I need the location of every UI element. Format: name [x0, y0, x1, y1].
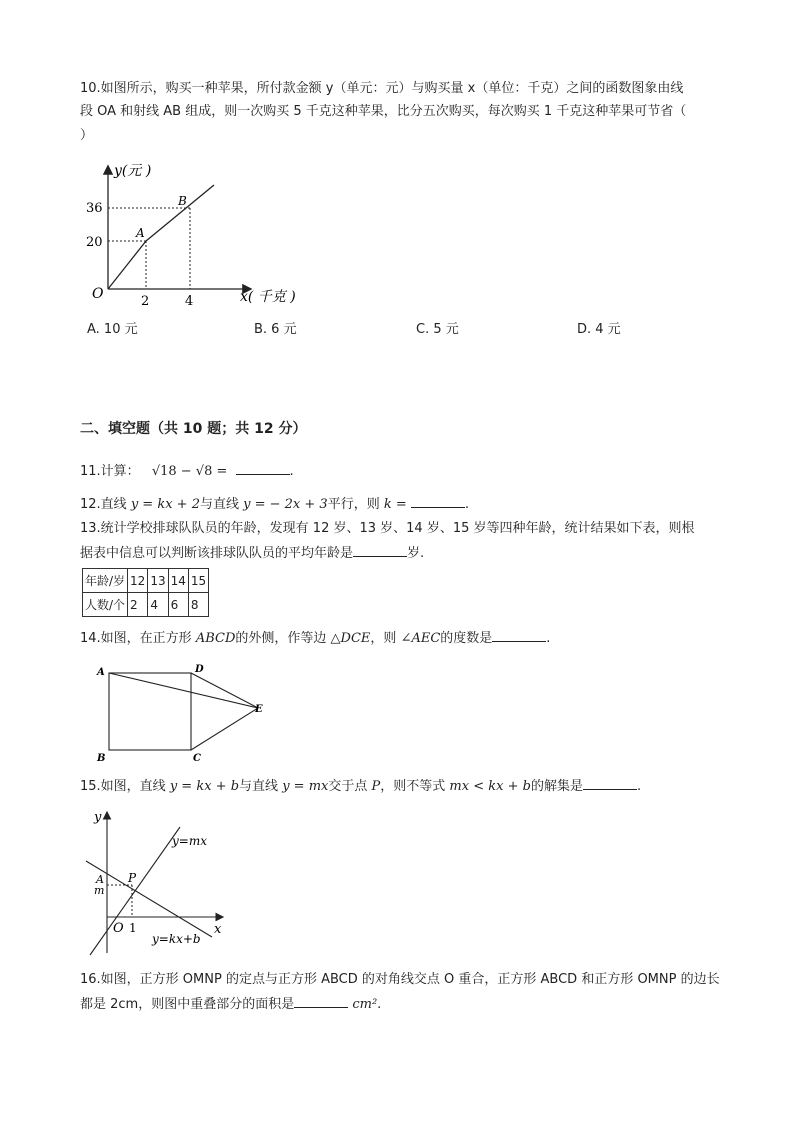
q14-label-c: C: [193, 753, 201, 764]
q12-eq2: y = − 2x + 3: [243, 497, 328, 512]
q10-point-b-label: B: [178, 194, 187, 208]
q10-option-a[interactable]: A. 10 元: [87, 322, 138, 337]
q15-origin-label: O: [113, 921, 124, 936]
q10-y-tick-36: 36: [86, 201, 103, 216]
q10-option-b[interactable]: B. 6 元: [254, 322, 297, 337]
table-cell: 14: [168, 569, 188, 593]
q11: [80, 463, 294, 479]
q10-x-tick-2: 2: [141, 294, 150, 309]
q12-mid: 与直线: [199, 497, 239, 512]
q14-triangle: △DCE: [330, 631, 371, 646]
q15-x-label: x: [214, 922, 222, 937]
q11-end: .: [289, 464, 294, 479]
q15-eq2: y = mx: [282, 779, 329, 794]
q10-x-label: x( 千克 ): [240, 289, 296, 305]
q14-square: ABCD: [195, 631, 236, 646]
q15: [80, 778, 641, 794]
q15-mid3: ，则不等式: [380, 779, 446, 794]
q15-mid: 与直线: [239, 779, 279, 794]
q12-end: .: [464, 497, 470, 512]
q10-y-label: y(元 ): [114, 163, 152, 179]
table-cell: 8: [188, 593, 208, 617]
q10-option-c[interactable]: C. 5 元: [416, 322, 459, 337]
q15-end: .: [636, 779, 642, 794]
table-row: [83, 593, 209, 617]
q15-eq1: y = kx + b: [169, 779, 240, 794]
q14-answer-blank[interactable]: [492, 630, 546, 642]
table-cell: 12: [128, 569, 148, 593]
q10-line1: 10.如图所示，购买一种苹果，所付款金额 y（单元：元）与购买量 x（单位：千克）之间的函数图象由线: [80, 81, 684, 96]
q14-label-a: A: [97, 667, 105, 678]
table-cell: 2: [128, 593, 148, 617]
q15-answer-blank[interactable]: [583, 778, 637, 790]
q10-origin-label: O: [92, 286, 104, 302]
q12-eq1: y = kx + 2: [130, 497, 200, 512]
q16-line2: [80, 996, 381, 1012]
q14-mid2: ，则: [370, 631, 397, 646]
q10-y-tick-20: 20: [86, 235, 103, 250]
table-cell: 4: [148, 593, 168, 617]
q14-side-de: [191, 673, 258, 708]
q12-answer-blank[interactable]: [411, 496, 465, 508]
q14-label-e: E: [255, 704, 263, 715]
q12-mid2: 平行，则: [327, 497, 380, 512]
q16-line1: 16.如图，正方形 OMNP 的定点与正方形 ABCD 的对角线交点 O 重合，正方形 ABCD 和正方形 OMNP 的边长: [80, 972, 720, 987]
q14-angle: ∠AEC: [400, 631, 441, 646]
q14-end-text: 的度数是: [440, 631, 493, 646]
q14-end: .: [546, 631, 551, 646]
q15-point: P: [371, 779, 381, 794]
q14: [80, 630, 550, 646]
q15-point-p-label: P: [128, 871, 137, 885]
table-head-age: 年龄/岁: [83, 569, 128, 593]
q15-point-a-label: A: [96, 873, 104, 886]
q14-prefix: 14.如图，在正方形: [80, 631, 192, 646]
q12: [80, 496, 469, 512]
q15-y-label: y: [94, 810, 102, 825]
q16-answer-blank[interactable]: [294, 996, 348, 1008]
table-row: [83, 569, 209, 593]
table-cell: 6: [168, 593, 188, 617]
q11-expression: √18 − √8 =: [151, 464, 228, 479]
q13-answer-blank[interactable]: [353, 545, 407, 557]
q10-x-tick-4: 4: [185, 294, 194, 309]
q10-graph: [80, 155, 320, 315]
q10-option-d[interactable]: D. 4 元: [577, 322, 621, 337]
q14-figure: [92, 660, 277, 770]
q15-line-kxb-label: y=kx+b: [152, 932, 201, 946]
q11-prefix: 11.计算：: [80, 464, 140, 479]
table-head-count: 人数/个: [83, 593, 128, 617]
q10-line2: 段 OA 和射线 AB 组成，则一次购买 5 千克这种苹果，比分五次购买，每次购买 1 千克这种苹果可节省（: [80, 104, 687, 119]
q13-line2: [80, 545, 424, 561]
q13-line2-text: 据表中信息可以判断该排球队队员的平均年龄是: [80, 546, 354, 561]
q14-label-b: B: [97, 753, 106, 764]
q15-mid2: 交于点: [328, 779, 368, 794]
q13-age-table: [82, 568, 209, 617]
q14-square-abcd: [109, 673, 191, 750]
q15-prefix: 15.如图，直线: [80, 779, 166, 794]
q14-side-ce: [191, 708, 258, 750]
table-cell: 15: [188, 569, 208, 593]
q15-graph: [82, 805, 232, 960]
q15-end-text: 的解集是: [530, 779, 583, 794]
section-heading: 二、填空题（共 10 题；共 12 分）: [80, 421, 307, 437]
q10-line3: ）: [80, 128, 94, 143]
q15-m-label: m: [94, 884, 105, 897]
q16-unit: cm².: [352, 997, 382, 1012]
q14-segment-ae: [109, 673, 258, 708]
q10-point-a-label: A: [136, 226, 145, 240]
q12-var: k =: [383, 497, 407, 512]
q15-inequality: mx < kx + b: [449, 779, 531, 794]
q15-line-mx-label: y=mx: [172, 834, 207, 848]
q10-segment-oa: [108, 241, 146, 289]
q14-label-d: D: [195, 664, 204, 675]
q14-mid: 的外侧，作等边: [235, 631, 327, 646]
q15-line-kxb: [86, 861, 212, 937]
q15-x-tick-1: 1: [129, 921, 137, 935]
q13-unit: 岁.: [407, 546, 425, 561]
table-cell: 13: [148, 569, 168, 593]
q16-line2-text: 都是 2cm，则图中重叠部分的面积是: [80, 997, 295, 1012]
q12-prefix: 12.直线: [80, 497, 127, 512]
q11-answer-blank[interactable]: [236, 463, 290, 475]
q13-line1: 13.统计学校排球队队员的年龄，发现有 12 岁、13 岁、14 岁、15 岁等四种年龄，统计结果如下表，则根: [80, 521, 695, 536]
